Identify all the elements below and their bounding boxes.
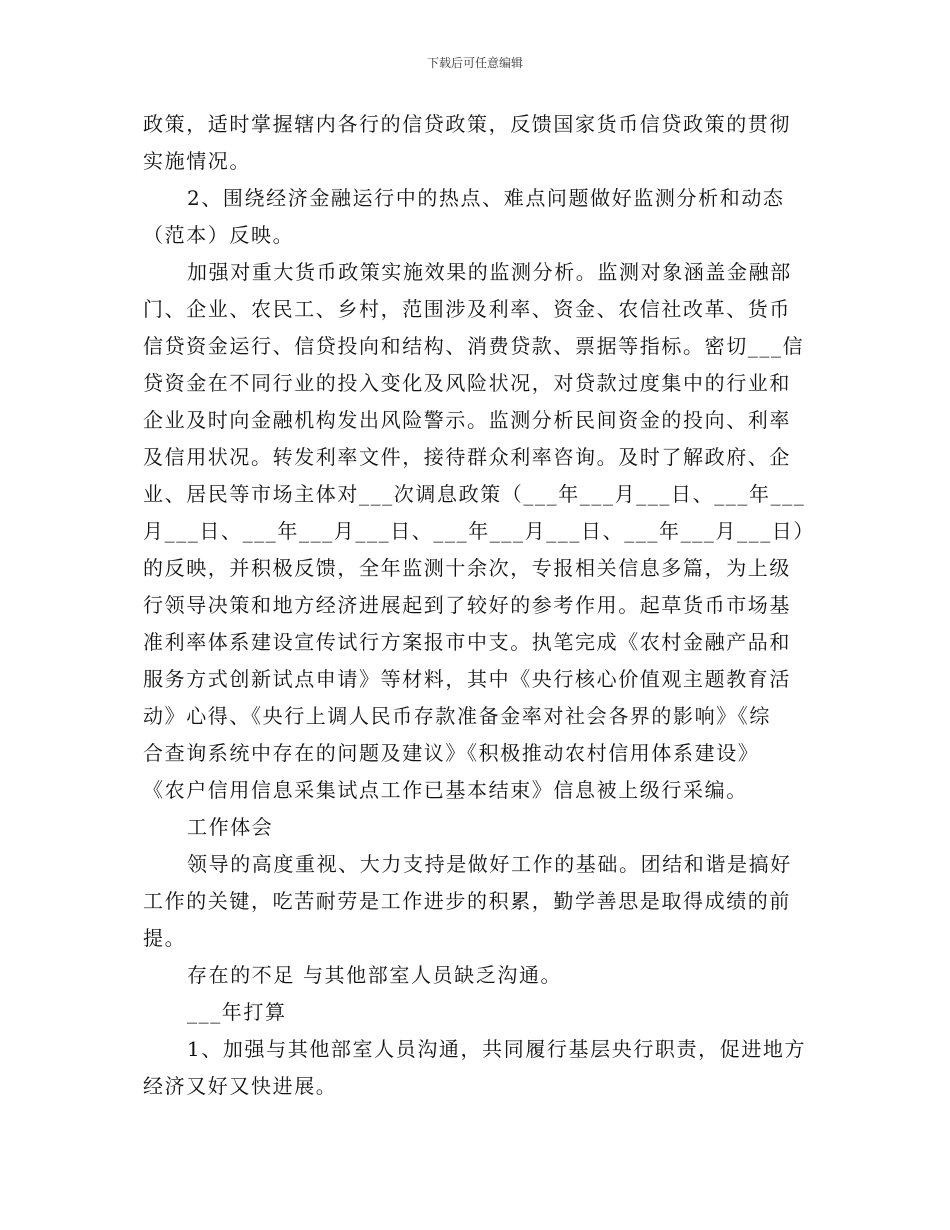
text-line: 政策，适时掌握辖内各行的信贷政策，反馈国家货币信贷政策的贯彻 [143, 112, 791, 136]
text-line: 动》心得、《央行上调人民币存款准备金率对社会各界的影响》《综 [143, 704, 771, 728]
text-line: 《农户信用信息采集试点工作已基本结束》信息被上级行采编。 [143, 778, 748, 802]
text-line: 服务方式创新试点申请》等材料，其中《央行核心价值观主题教育活 [143, 667, 791, 691]
text-line: 经济又好又快进展。 [143, 1074, 338, 1098]
text-line: 合查询系统中存在的问题及建议》《积极推动农村信用体系建设》 [143, 741, 760, 765]
text-line: 门、企业、农民工、乡村，范围涉及利率、资金、农信社改革、货币 [143, 297, 791, 321]
text-line: 及信用状况。转发利率文件，接待群众利率咨询。及时了解政府、企 [143, 445, 791, 469]
text-line: 工作的关键，吃苦耐劳是工作进步的积累，勤学善思是取得成绩的前 [143, 889, 791, 913]
text-line: 加强对重大货币政策实施效果的监测分析。监测对象涵盖金融部 [187, 260, 792, 284]
section-heading-work-experience: 工作体会 [187, 815, 274, 839]
section-heading-plan: ___年打算 [187, 1000, 287, 1024]
text-line-shortcomings: 存在的不足 与其他部室人员缺乏沟通。 [187, 963, 563, 987]
document-body [143, 106, 815, 1105]
text-line: 月___日、___年___月___日、___年___月___日、___年___月___日） [143, 519, 815, 543]
text-line: 2、围绕经济金融运行中的热点、难点问题做好监测分析和动态 [187, 186, 785, 210]
text-line: 企业及时向金融机构发出风险警示。监测分析民间资金的投向、利率 [143, 408, 791, 432]
text-line: 业、居民等市场主体对___次调息政策（___年___月___日、___年___ [143, 482, 806, 506]
text-line: 提。 [143, 926, 187, 950]
text-line: 贷资金在不同行业的投入变化及风险状况，对贷款过度集中的行业和 [143, 371, 791, 395]
page-header: 下载后可任意编辑 [426, 56, 523, 70]
text-line: 的反映，并积极反馈，全年监测十余次，专报相关信息多篇，为上级 [143, 556, 791, 580]
text-line: 行领导决策和地方经济进展起到了较好的参考作用。起草货币市场基 [143, 593, 791, 617]
text-line: （范本）反映。 [143, 223, 295, 247]
text-line: 信贷资金运行、信贷投向和结构、消费贷款、票据等指标。密切___信 [143, 334, 805, 358]
text-line: 1、加强与其他部室人员沟通，共同履行基层央行职责，促进地方 [187, 1037, 807, 1061]
text-line: 领导的高度重视、大力支持是做好工作的基础。团结和谐是搞好 [187, 852, 792, 876]
text-line: 准利率体系建设宣传试行方案报市中支。执笔完成《农村金融产品和 [143, 630, 791, 654]
text-line: 实施情况。 [143, 149, 251, 173]
